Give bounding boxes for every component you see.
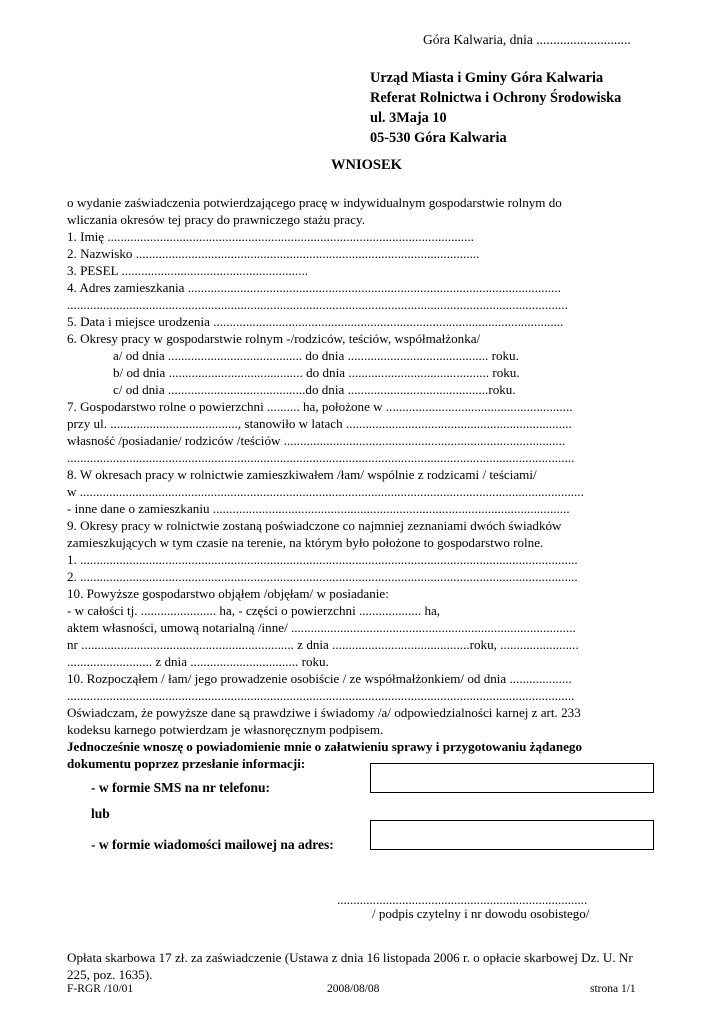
document-title: WNIOSEK bbox=[331, 157, 402, 173]
field-deed-date: .......................... z dnia ................................. roku. bbox=[67, 654, 329, 669]
signature-line: ............................................................................. bbox=[337, 892, 588, 907]
form-date: 2008/08/08 bbox=[327, 983, 380, 995]
field-work-periods-heading: 6. Okresy pracy w gospodarstwie rolnym -/rodziców, teściów, współmałżonka/ bbox=[67, 331, 481, 346]
field-pesel: 3. PESEL ......................................................... bbox=[67, 263, 309, 278]
field-start-date: 10. Rozpocząłem / łam/ jego prowadzenie osobiście / ze współmałżonkiem/ od dnia ................... bbox=[67, 671, 572, 686]
field-farm-street: przy ul. ......................................., stanowiło w latach ..................................................................... bbox=[67, 416, 572, 431]
field-possession-heading: 10. Powyższe gospodarstwo objąłem /objęłam/ w posiadanie: bbox=[67, 586, 389, 601]
field-birth-date-place: 5. Data i miejsce urodzenia ........................................................................................................... bbox=[67, 314, 564, 329]
body-line: 9. Okresy pracy w rolnictwie zostaną poświadczone co najmniej zeznaniami dwóch świadków bbox=[67, 518, 562, 533]
signature-caption: / podpis czytelny i nr dowodu osobistego/ bbox=[372, 906, 590, 921]
field-work-period-b: b/ od dnia ......................................... do dnia ........................................... roku. bbox=[113, 365, 520, 380]
field-ownership: własność /posiadanie/ rodziców /teściów ...................................................................................... bbox=[67, 433, 566, 448]
email-address-field[interactable] bbox=[370, 820, 654, 850]
email-label: - w formie wiadomości mailowej na adres: bbox=[91, 837, 334, 852]
notification-request: Jednocześnie wnoszę o powiadomienie mnie o załatwieniu sprawy i przygotowaniu żądanego bbox=[67, 739, 583, 754]
field-other-residence: - inne dane o zamieszkaniu ............................................................................................................. bbox=[67, 501, 570, 516]
field-first-name: 1. Imię ................................................................................................................ bbox=[67, 229, 474, 244]
notification-request: dokumentu poprzez przesłanie informacji: bbox=[67, 756, 306, 771]
fee-note: Opłata skarbowa 17 zł. za zaświadczenie (Ustawa z dnia 16 listopada 2006 r. o opłacie skarbowej Dz. U. Nr bbox=[67, 950, 633, 965]
field-residence-heading: 8. W okresach pracy w rolnictwie zamieszkiwałem /łam/ wspólnie z rodzicami / teściami/ bbox=[67, 467, 537, 482]
field-surname: 2. Nazwisko ......................................................................................................... bbox=[67, 246, 480, 261]
field-address: 4. Adres zamieszkania .................................................................................................................. bbox=[67, 280, 561, 295]
body-line: o wydanie zaświadczenia potwierdzającego pracę w indywidualnym gospodarstwie rolnym do bbox=[67, 195, 562, 210]
office-postal-city: 05-530 Góra Kalwaria bbox=[370, 130, 507, 146]
sms-label: - w formie SMS na nr telefonu: bbox=[91, 780, 270, 795]
field-farm-area: 7. Gospodarstwo rolne o powierzchni .......... ha, położone w ......................................................... bbox=[67, 399, 573, 414]
sms-phone-field[interactable] bbox=[370, 763, 654, 793]
field-deed-number: nr ................................................................. z dnia ..........................................roku, ........................ bbox=[67, 637, 579, 652]
field-witness-1: 1. ........................................................................................................................................................ bbox=[67, 552, 578, 567]
field-residence: w .......................................................................................................................................................... bbox=[67, 484, 584, 499]
place-date-line: Góra Kalwaria, dnia ............................ bbox=[423, 32, 631, 47]
office-department: Referat Rolnictwa i Ochrony Środowiska bbox=[370, 90, 622, 106]
body-line: zamieszkujących w tym czasie na terenie, na którym było położone to gospodarstwo rolne. bbox=[67, 535, 544, 550]
declaration-line: Oświadczam, że powyższe dane są prawdziwe i świadomy /a/ odpowiedzialności karnej z art. 233 bbox=[67, 705, 581, 720]
office-street: ul. 3Maja 10 bbox=[370, 110, 447, 126]
field-possession-deed: aktem własności, umową notarialną /inne/ ....................................................................................... bbox=[67, 620, 576, 635]
field-ownership-continued: ........................................................................................................................................................... bbox=[67, 450, 575, 465]
body-line: wliczania okresów tej pracy do prawniczego stażu pracy. bbox=[67, 212, 365, 227]
field-work-period-c: c/ od dnia ..........................................do dnia ...........................................roku. bbox=[113, 382, 516, 397]
form-code: F-RGR /10/01 bbox=[67, 983, 134, 995]
or-label: lub bbox=[91, 806, 110, 821]
field-work-period-a: a/ od dnia ......................................... do dnia ........................................... roku. bbox=[113, 348, 519, 363]
declaration-line: kodeksu karnego potwierdzam je własnoręcznym podpisem. bbox=[67, 722, 384, 737]
fee-note: 225, poz. 1635). bbox=[67, 967, 153, 982]
office-name: Urząd Miasta i Gminy Góra Kalwaria bbox=[370, 70, 604, 86]
page-number: strona 1/1 bbox=[590, 983, 636, 995]
field-possession-area: - w całości tj. ....................... ha, - części o powierzchni ................... ha, bbox=[67, 603, 441, 618]
field-start-date-continued: ........................................................................................................................................................... bbox=[67, 688, 575, 703]
field-address-continued: ......................................................................................................................................................... bbox=[67, 297, 568, 312]
field-witness-2: 2. ........................................................................................................................................................ bbox=[67, 569, 578, 584]
